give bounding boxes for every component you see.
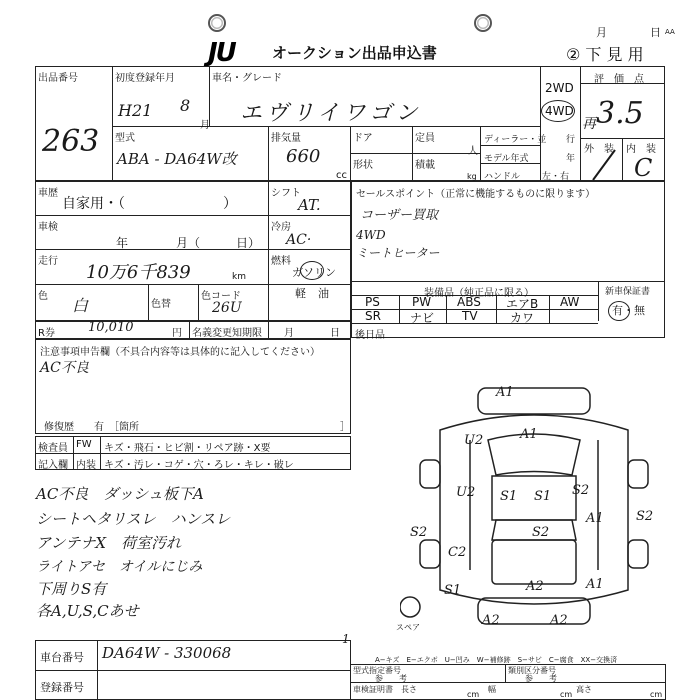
fourwd-label: 4WD bbox=[545, 104, 574, 118]
doors-label: ドア bbox=[353, 133, 373, 144]
svg-text:U2: U2 bbox=[456, 485, 476, 500]
twowd-label: 2WD bbox=[545, 81, 574, 95]
svg-text:S2: S2 bbox=[636, 509, 654, 524]
dealer-row-label: 行 bbox=[566, 135, 576, 145]
capacity-label: 定員 bbox=[415, 133, 435, 144]
comment-5: 下周りS有 bbox=[36, 580, 107, 598]
form-title: オークション出品申込書 bbox=[272, 44, 437, 62]
comment-1: AC不良 ダッシュ板下A bbox=[36, 485, 204, 503]
svg-text:S1: S1 bbox=[444, 583, 462, 598]
displacement-label: 排気量 bbox=[271, 133, 301, 144]
handle-label: ハンドル bbox=[484, 172, 521, 182]
equip-sr: SR bbox=[365, 309, 381, 323]
fw-items: キズ・飛石・ヒビ割・リペア跡・X要 bbox=[104, 443, 271, 454]
lot-number-value: 263 bbox=[42, 124, 100, 159]
year-unit-label: 年 bbox=[566, 154, 576, 164]
comment-2: シートヘタリスレ ハンスレ bbox=[36, 510, 231, 528]
car-name-label: 車名・グレード bbox=[212, 73, 282, 84]
fuel-label: 燃料 bbox=[271, 256, 291, 267]
car-name-value: エヴリイワゴン bbox=[240, 101, 422, 126]
warranty-label: 新車保証書 bbox=[605, 287, 651, 297]
sales-point-1: コーザー買取 bbox=[360, 208, 439, 223]
cooler-value: AC· bbox=[286, 232, 312, 248]
svg-text:A2: A2 bbox=[550, 613, 568, 628]
rear-item-label: 後日品 bbox=[355, 330, 385, 341]
inspection-value: 年 月（ 日） bbox=[116, 236, 261, 250]
history-label: 車歴 bbox=[38, 188, 58, 199]
comment-3: アンテナX 荷室汚れ bbox=[36, 534, 182, 552]
ref-label: 参 考 bbox=[375, 674, 407, 683]
color-value: 白 bbox=[72, 296, 89, 315]
fuel-gas: ガソリン bbox=[292, 266, 336, 279]
warranty-value: 有・無 bbox=[612, 304, 645, 317]
yen-label: 円 bbox=[172, 328, 182, 339]
equipment-label: 装備品（純正品に限る） bbox=[424, 288, 534, 299]
cooler-label: 冷房 bbox=[271, 222, 291, 233]
equip-tv: TV bbox=[462, 309, 478, 323]
fuel-light: 軽 bbox=[295, 287, 306, 300]
sales-point-2: 4WD bbox=[356, 228, 386, 242]
svg-text:S2: S2 bbox=[532, 525, 550, 540]
svg-text:A1: A1 bbox=[520, 427, 538, 442]
fw-label: FW bbox=[76, 439, 92, 450]
sales-point-label: セールスポイント（正常に機能するものに限ります） bbox=[356, 189, 596, 200]
svg-text:S2: S2 bbox=[572, 483, 590, 498]
type-designation-label: 型式指定番号 bbox=[353, 666, 401, 675]
fourwd-circle bbox=[541, 100, 575, 122]
interior-grade-slash bbox=[585, 148, 623, 182]
r-ken-label: R券 bbox=[38, 328, 55, 339]
svg-text:A2: A2 bbox=[482, 613, 500, 628]
aa-label: AA bbox=[665, 28, 675, 36]
svg-text:S2: S2 bbox=[410, 525, 428, 540]
chassis-extra: 1 bbox=[342, 632, 350, 646]
model-label: 型式 bbox=[115, 133, 135, 144]
ref2-label: 参 考 bbox=[525, 674, 557, 683]
r-ken-value: 10,010 bbox=[88, 320, 134, 335]
copy-label: ② 下 見 用 bbox=[566, 45, 644, 64]
svg-text:A1: A1 bbox=[586, 511, 604, 526]
first-reg-label: 初度登録年月 bbox=[115, 73, 175, 84]
fuel-gas-circle bbox=[300, 261, 324, 280]
reg-number-label: 登録番号 bbox=[40, 681, 84, 694]
shift-value: AT. bbox=[298, 196, 321, 214]
nc-month-label: 月 bbox=[284, 328, 294, 339]
first-reg-month-unit: 月 bbox=[200, 120, 210, 131]
category-number-label: 類別区分番号 bbox=[508, 666, 556, 675]
dealer-label: ディーラー・並 bbox=[484, 135, 547, 145]
svg-text:C2: C2 bbox=[448, 545, 467, 560]
svg-text:A1: A1 bbox=[496, 385, 514, 400]
inspector-label: 検査員 bbox=[38, 443, 68, 454]
equip-abs: ABS bbox=[457, 295, 481, 309]
cm-height: cm bbox=[650, 690, 663, 699]
equip-navi: ナビ bbox=[410, 311, 435, 325]
warranty-circle bbox=[608, 301, 630, 321]
exterior-grade: C bbox=[634, 154, 653, 182]
notes-value: AC不良 bbox=[40, 360, 89, 376]
inspection-label: 車検 bbox=[38, 222, 58, 233]
km-label: km bbox=[232, 272, 246, 282]
height-label: 高さ bbox=[576, 685, 592, 694]
kg-label: kg bbox=[467, 172, 477, 181]
equip-leather: カワ bbox=[510, 311, 535, 325]
grade-prefix: 再 bbox=[582, 116, 596, 132]
repair-label: 修復歴 有 ［箇所 bbox=[44, 422, 139, 433]
grade-score: 3.5 bbox=[596, 96, 644, 131]
chassis-value: DA64W - 330068 bbox=[102, 644, 232, 662]
punch-hole-left bbox=[208, 14, 226, 32]
spare-label: スペア bbox=[396, 623, 420, 632]
notes-label: 注意事項申告欄（不具合内容等は具体的に記入してください） bbox=[40, 347, 320, 358]
model-year-label: モデル年式 bbox=[484, 154, 529, 164]
interior-items: キズ・汚レ・コゲ・穴・ろレ・キレ・破レ bbox=[104, 460, 294, 471]
cc-label: cc bbox=[336, 170, 347, 181]
color-label: 色 bbox=[38, 291, 48, 302]
equip-aw: AW bbox=[560, 295, 580, 309]
name-change-label: 名義変更知期限 bbox=[192, 328, 262, 339]
svg-text:A2: A2 bbox=[526, 579, 544, 594]
cm-width: cm bbox=[560, 690, 573, 699]
exterior-label: 外 装 bbox=[584, 144, 614, 155]
equip-ps: PS bbox=[365, 295, 380, 309]
punch-hole-right bbox=[474, 14, 492, 32]
history-value: 自家用・（ ） bbox=[62, 196, 237, 212]
color-code-value: 26U bbox=[212, 300, 242, 316]
comment-6: 各A,U,S,Cあせ bbox=[36, 602, 139, 620]
first-reg-month: 8 bbox=[180, 96, 191, 115]
equip-pw: PW bbox=[412, 295, 432, 309]
day-label: 日 bbox=[650, 26, 661, 39]
displacement-value: 660 bbox=[286, 146, 321, 167]
color-change-label: 色替 bbox=[151, 299, 171, 310]
ju-logo: JU bbox=[208, 38, 235, 68]
shape-label: 形状 bbox=[353, 160, 373, 171]
lr-label: 左・右 bbox=[542, 172, 570, 182]
nc-day-label: 日 bbox=[330, 328, 340, 339]
equip-airbag: エアB bbox=[506, 297, 539, 311]
svg-text:S1: S1 bbox=[500, 489, 518, 504]
svg-text:S1: S1 bbox=[534, 489, 552, 504]
chassis-label: 車台番号 bbox=[40, 651, 84, 664]
interior-label: 内 装 bbox=[626, 144, 656, 155]
lot-number-label: 出品番号 bbox=[38, 73, 78, 84]
interior-cell-label: 内装 bbox=[76, 460, 96, 471]
load-label: 積載 bbox=[415, 160, 435, 171]
width-label: 幅 bbox=[488, 685, 496, 694]
month-label: 月 bbox=[596, 26, 607, 39]
damage-legend: A−キズ E−エクボ U−凹み W−補修跡 S−サビ C−腐食 XX−交換済 bbox=[375, 656, 618, 664]
recorder-label: 記入欄 bbox=[38, 460, 68, 471]
first-reg-era: H21 bbox=[118, 101, 153, 120]
car-damage-diagram bbox=[400, 380, 670, 630]
mileage-label: 走行 bbox=[38, 256, 58, 267]
sales-point-3: ミートヒーター bbox=[356, 246, 440, 260]
svg-text:A1: A1 bbox=[586, 577, 604, 592]
reg-length-label: 車検証明書 長さ bbox=[353, 685, 417, 694]
color-code-label: 色コード bbox=[201, 291, 241, 302]
shift-label: シフト bbox=[271, 188, 301, 199]
cm-length: cm bbox=[467, 690, 480, 699]
comment-4: ライトアセ オイルにじみ bbox=[36, 559, 203, 575]
fuel-oil: 油 bbox=[318, 287, 329, 300]
grade-label: 評 価 点 bbox=[594, 74, 644, 85]
model-value: ABA - DA64W改 bbox=[117, 150, 237, 168]
person-label: 人 bbox=[468, 146, 478, 157]
svg-text:U2: U2 bbox=[464, 433, 484, 448]
repair-end: ］ bbox=[340, 422, 350, 433]
mileage-value: 10万6千839 bbox=[86, 262, 191, 283]
